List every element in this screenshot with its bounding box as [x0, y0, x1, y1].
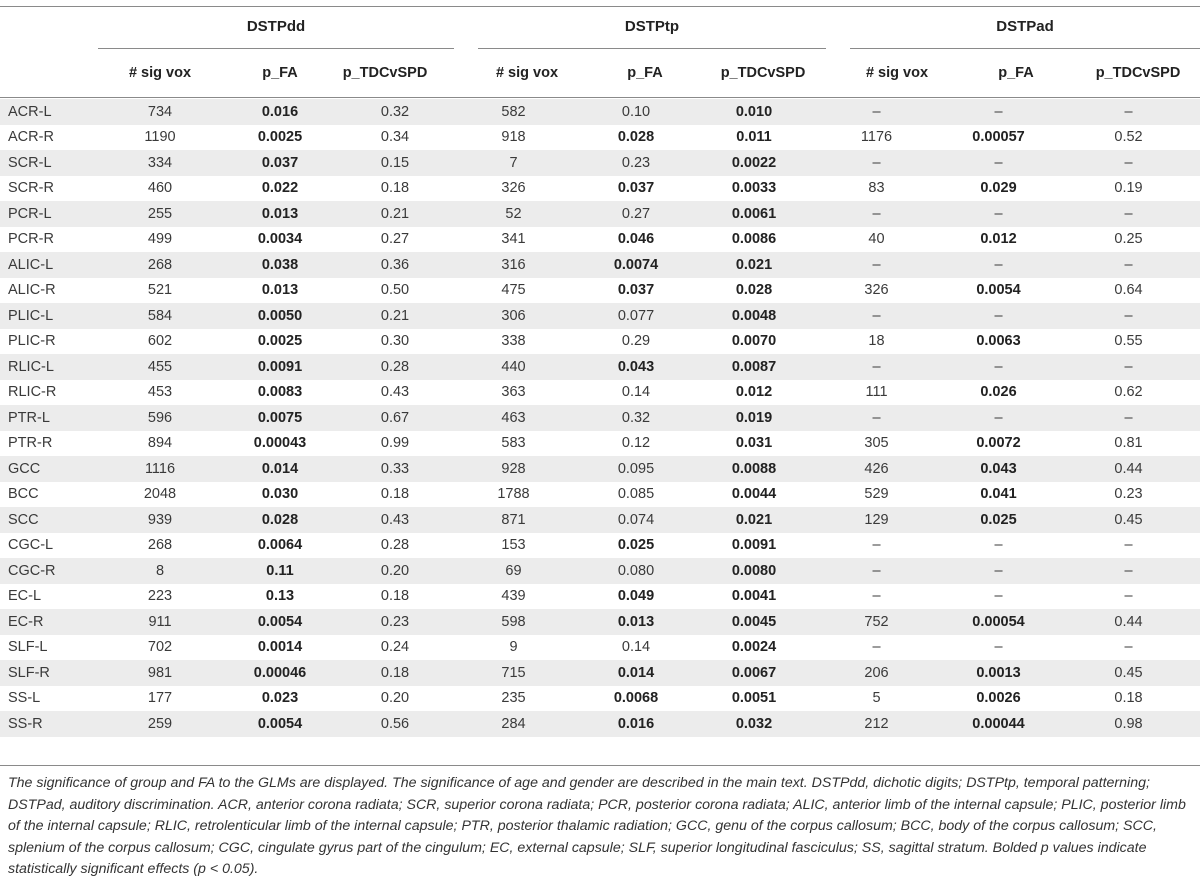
column-header: p_TDCvSPD: [1095, 65, 1181, 81]
table-cell: –: [813, 533, 940, 559]
table-cell: –: [1057, 99, 1200, 125]
table-cell: 0.0013: [940, 660, 1057, 686]
table-cell: 40: [813, 227, 940, 253]
group-title-dstpad: DSTPad: [996, 18, 1054, 35]
table-cell: 0.030: [220, 482, 340, 508]
table-cell: 598: [450, 609, 577, 635]
table-cell: –: [1057, 635, 1200, 661]
column-header: p_TDCvSPD: [342, 65, 428, 81]
table-cell: 584: [100, 303, 220, 329]
table-cell: 521: [100, 278, 220, 304]
table-cell: 939: [100, 507, 220, 533]
table-cell: 0.20: [340, 558, 450, 584]
table-cell: 235: [450, 686, 577, 712]
table-cell: 0.33: [340, 456, 450, 482]
table-cell: 0.18: [340, 584, 450, 610]
table-row: [0, 558, 1200, 584]
table-cell: 0.62: [1057, 380, 1200, 406]
table-cell: 529: [813, 482, 940, 508]
table-row: [0, 125, 1200, 151]
table-cell: 0.021: [695, 507, 813, 533]
table-cell: 0.14: [577, 380, 695, 406]
row-label: SS-L: [0, 686, 100, 712]
table-cell: 0.28: [340, 533, 450, 559]
row-label: ALIC-R: [0, 278, 100, 304]
table-cell: 316: [450, 252, 577, 278]
table-cell: 0.18: [340, 660, 450, 686]
table-cell: 326: [813, 278, 940, 304]
table-cell: –: [813, 558, 940, 584]
table-cell: 453: [100, 380, 220, 406]
table-cell: 0.11: [220, 558, 340, 584]
table-cell: 499: [100, 227, 220, 253]
table-cell: –: [813, 252, 940, 278]
table-cell: 0.00046: [220, 660, 340, 686]
table-cell: 212: [813, 711, 940, 737]
table-cell: 0.0045: [695, 609, 813, 635]
table-cell: –: [940, 303, 1057, 329]
table-cell: –: [813, 584, 940, 610]
table-cell: 0.27: [577, 201, 695, 227]
table-cell: 0.029: [940, 176, 1057, 202]
table-cell: 0.0091: [220, 354, 340, 380]
table-cell: 9: [450, 635, 577, 661]
table-row: [0, 227, 1200, 253]
column-header: p_FA: [262, 65, 298, 81]
table-cell: 0.0086: [695, 227, 813, 253]
table-cell: 0.29: [577, 329, 695, 355]
table-cell: 0.34: [340, 125, 450, 151]
table-cell: 0.10: [577, 99, 695, 125]
table-caption: The significance of group and FA to the GLMs are displayed. The significance of age and gender are described in the main text. DSTPdd, dichotic digits; DSTPtp, temporal patterning; DSTPad, auditory discrimination. ACR, anterior corona radiata; SCR, superior corona radiata; PCR, posterior corona radiata; ALIC, anterior limb of the internal capsule; PLIC, posterior limb of the internal capsule; RLIC, retrolenticular limb of the internal capsule; PTR, posterior thalamic radiation; GCC, genu of the corpus callosum; BCC, body of the corpus callosum; SCC, splenium of the corpus callosum; CGC, cingulate gyrus part of the cingulum; EC, external capsule; SLF, superior longitudinal fasciculus; SS, sagittal stratum. Bolded p values indicate statistically significant effects (p < 0.05).: [8, 775, 1186, 877]
table-cell: 0.98: [1057, 711, 1200, 737]
table-cell: 341: [450, 227, 577, 253]
table-cell: 0.074: [577, 507, 695, 533]
table-cell: 426: [813, 456, 940, 482]
table-cell: 129: [813, 507, 940, 533]
table-row: [0, 278, 1200, 304]
table-cell: 0.25: [1057, 227, 1200, 253]
table-cell: 0.025: [940, 507, 1057, 533]
row-label: ACR-L: [0, 99, 100, 125]
table-cell: 0.30: [340, 329, 450, 355]
table-cell: 0.28: [340, 354, 450, 380]
table-cell: –: [813, 405, 940, 431]
row-label: SLF-L: [0, 635, 100, 661]
table-cell: 0.043: [940, 456, 1057, 482]
table-cell: 0.0024: [695, 635, 813, 661]
table-cell: 0.0014: [220, 635, 340, 661]
column-header: # sig vox: [128, 65, 192, 81]
table-cell: 0.0033: [695, 176, 813, 202]
table-row: [0, 711, 1200, 737]
table-cell: 0.0072: [940, 431, 1057, 457]
table-cell: –: [1057, 303, 1200, 329]
group-underline-dstpad: [850, 48, 1200, 49]
table-cell: 0.32: [340, 99, 450, 125]
table-cell: 0.0075: [220, 405, 340, 431]
bottom-rule: [0, 765, 1200, 766]
row-label: PTR-L: [0, 405, 100, 431]
table-cell: 326: [450, 176, 577, 202]
table-cell: –: [813, 635, 940, 661]
column-header: p_FA: [627, 65, 663, 81]
table-cell: 911: [100, 609, 220, 635]
table-cell: 0.012: [940, 227, 1057, 253]
table-cell: 0.0041: [695, 584, 813, 610]
row-label: RLIC-L: [0, 354, 100, 380]
table-row: [0, 431, 1200, 457]
table-row: [0, 150, 1200, 176]
table-cell: 715: [450, 660, 577, 686]
table-row: [0, 99, 1200, 125]
table-cell: 268: [100, 252, 220, 278]
table-cell: 0.014: [220, 456, 340, 482]
table-cell: 177: [100, 686, 220, 712]
table-cell: 69: [450, 558, 577, 584]
table-cell: 0.043: [577, 354, 695, 380]
table-cell: –: [940, 99, 1057, 125]
table-cell: 0.27: [340, 227, 450, 253]
table-cell: 583: [450, 431, 577, 457]
row-label: GCC: [0, 456, 100, 482]
row-label: SCR-R: [0, 176, 100, 202]
table-row: [0, 201, 1200, 227]
row-label: SS-R: [0, 711, 100, 737]
table-cell: 0.011: [695, 125, 813, 151]
table-cell: 363: [450, 380, 577, 406]
table-cell: 0.0068: [577, 686, 695, 712]
table-cell: 918: [450, 125, 577, 151]
table-cell: 582: [450, 99, 577, 125]
column-header: # sig vox: [865, 65, 929, 81]
table-cell: 0.0080: [695, 558, 813, 584]
table-cell: 0.049: [577, 584, 695, 610]
table-row: [0, 456, 1200, 482]
table-cell: 0.15: [340, 150, 450, 176]
table-cell: 0.038: [220, 252, 340, 278]
table-cell: 0.21: [340, 201, 450, 227]
table-cell: 0.028: [577, 125, 695, 151]
table-cell: 0.52: [1057, 125, 1200, 151]
table-cell: 0.0091: [695, 533, 813, 559]
table-cell: 0.00044: [940, 711, 1057, 737]
group-underline-dstptp: [478, 48, 826, 49]
table-row: [0, 329, 1200, 355]
table-cell: –: [940, 201, 1057, 227]
table-cell: 0.24: [340, 635, 450, 661]
table-cell: 0.23: [1057, 482, 1200, 508]
table-cell: 0.0048: [695, 303, 813, 329]
table-cell: –: [940, 635, 1057, 661]
table-row: [0, 686, 1200, 712]
table-cell: 0.026: [940, 380, 1057, 406]
table-cell: 7: [450, 150, 577, 176]
table-cell: 0.046: [577, 227, 695, 253]
table-cell: 338: [450, 329, 577, 355]
table-cell: 1176: [813, 125, 940, 151]
table-cell: 2048: [100, 482, 220, 508]
table-cell: 334: [100, 150, 220, 176]
table-row: [0, 252, 1200, 278]
table-cell: 268: [100, 533, 220, 559]
table-cell: 460: [100, 176, 220, 202]
table-cell: 0.022: [220, 176, 340, 202]
table-cell: 0.0025: [220, 125, 340, 151]
table-cell: 0.085: [577, 482, 695, 508]
table-cell: 1116: [100, 456, 220, 482]
row-label: PLIC-L: [0, 303, 100, 329]
table-cell: –: [940, 584, 1057, 610]
table-cell: 0.028: [220, 507, 340, 533]
table-cell: 0.18: [340, 176, 450, 202]
table-cell: 0.031: [695, 431, 813, 457]
table-cell: 0.023: [220, 686, 340, 712]
table-cell: –: [1057, 354, 1200, 380]
row-label: PTR-R: [0, 431, 100, 457]
table-cell: 0.55: [1057, 329, 1200, 355]
table-cell: 0.0070: [695, 329, 813, 355]
table-cell: 223: [100, 584, 220, 610]
table-cell: 0.019: [695, 405, 813, 431]
table-row: [0, 354, 1200, 380]
table-cell: 255: [100, 201, 220, 227]
table-cell: 0.021: [695, 252, 813, 278]
table-cell: 0.0088: [695, 456, 813, 482]
table-cell: 153: [450, 533, 577, 559]
table-cell: 1190: [100, 125, 220, 151]
table-cell: 0.0034: [220, 227, 340, 253]
column-header: p_TDCvSPD: [720, 65, 806, 81]
table-cell: 0.21: [340, 303, 450, 329]
table-row: [0, 303, 1200, 329]
table-cell: 0.32: [577, 405, 695, 431]
table-cell: 0.0026: [940, 686, 1057, 712]
table-cell: –: [1057, 150, 1200, 176]
table-row: [0, 380, 1200, 406]
table-cell: 0.20: [340, 686, 450, 712]
table-cell: 0.0050: [220, 303, 340, 329]
table-row: [0, 405, 1200, 431]
table-cell: –: [940, 533, 1057, 559]
table-cell: 0.0087: [695, 354, 813, 380]
table-cell: 0.025: [577, 533, 695, 559]
group-title-dstptp: DSTPtp: [624, 18, 680, 35]
table-row: [0, 176, 1200, 202]
row-label: SCC: [0, 507, 100, 533]
table-cell: 0.12: [577, 431, 695, 457]
table-row: [0, 660, 1200, 686]
table-cell: 463: [450, 405, 577, 431]
table-row: [0, 507, 1200, 533]
table-cell: 0.43: [340, 380, 450, 406]
table-cell: 0.64: [1057, 278, 1200, 304]
table-cell: 0.0083: [220, 380, 340, 406]
row-label: SCR-L: [0, 150, 100, 176]
table-cell: 0.99: [340, 431, 450, 457]
table-cell: 871: [450, 507, 577, 533]
table-row: [0, 635, 1200, 661]
table-cell: 0.23: [340, 609, 450, 635]
table-cell: 0.44: [1057, 609, 1200, 635]
row-label: PCR-L: [0, 201, 100, 227]
group-underline-dstpdd: [98, 48, 454, 49]
table-cell: –: [813, 354, 940, 380]
table-cell: 894: [100, 431, 220, 457]
table-cell: 206: [813, 660, 940, 686]
table-cell: 0.032: [695, 711, 813, 737]
table-cell: 0.0054: [220, 711, 340, 737]
row-label: PLIC-R: [0, 329, 100, 355]
table-cell: 0.45: [1057, 507, 1200, 533]
row-label: CGC-R: [0, 558, 100, 584]
table-cell: 0.19: [1057, 176, 1200, 202]
row-label: EC-R: [0, 609, 100, 635]
table-row: [0, 533, 1200, 559]
table-row: [0, 609, 1200, 635]
column-header: # sig vox: [495, 65, 559, 81]
table-cell: 0.0025: [220, 329, 340, 355]
table-cell: 0.0063: [940, 329, 1057, 355]
table-cell: 284: [450, 711, 577, 737]
table-cell: 0.0061: [695, 201, 813, 227]
table-cell: 702: [100, 635, 220, 661]
table-cell: –: [813, 99, 940, 125]
table-cell: 0.0064: [220, 533, 340, 559]
table-cell: –: [1057, 405, 1200, 431]
table-cell: –: [1057, 201, 1200, 227]
table-cell: –: [813, 150, 940, 176]
table-cell: 0.0074: [577, 252, 695, 278]
table-cell: 0.45: [1057, 660, 1200, 686]
table-cell: 0.00054: [940, 609, 1057, 635]
row-label: SLF-R: [0, 660, 100, 686]
table-cell: 928: [450, 456, 577, 482]
group-title-dstpdd: DSTPdd: [246, 18, 306, 35]
table-cell: 259: [100, 711, 220, 737]
table-cell: 0.013: [220, 201, 340, 227]
table-cell: 306: [450, 303, 577, 329]
table-cell: 83: [813, 176, 940, 202]
table-cell: 0.56: [340, 711, 450, 737]
table-cell: 0.0051: [695, 686, 813, 712]
table-cell: 0.13: [220, 584, 340, 610]
table-cell: 0.016: [220, 99, 340, 125]
table-cell: –: [940, 150, 1057, 176]
table-cell: 0.0054: [220, 609, 340, 635]
table-cell: 596: [100, 405, 220, 431]
table-cell: –: [940, 354, 1057, 380]
table-cell: 0.013: [577, 609, 695, 635]
table-cell: 0.010: [695, 99, 813, 125]
table-cell: 455: [100, 354, 220, 380]
row-label: CGC-L: [0, 533, 100, 559]
table-cell: 0.080: [577, 558, 695, 584]
row-label: PCR-R: [0, 227, 100, 253]
table-cell: –: [1057, 584, 1200, 610]
table-row: [0, 584, 1200, 610]
table-cell: 0.095: [577, 456, 695, 482]
table-cell: 0.43: [340, 507, 450, 533]
table-cell: 0.18: [1057, 686, 1200, 712]
table-cell: 0.041: [940, 482, 1057, 508]
row-label: ALIC-L: [0, 252, 100, 278]
table-cell: 0.037: [577, 176, 695, 202]
table-cell: 0.012: [695, 380, 813, 406]
table-cell: 734: [100, 99, 220, 125]
table-cell: 111: [813, 380, 940, 406]
table-cell: 0.00043: [220, 431, 340, 457]
top-rule: [0, 6, 1200, 7]
table-cell: 0.028: [695, 278, 813, 304]
table-cell: 0.014: [577, 660, 695, 686]
table-cell: 8: [100, 558, 220, 584]
table-cell: 0.0044: [695, 482, 813, 508]
column-header: p_FA: [998, 65, 1034, 81]
table-cell: 18: [813, 329, 940, 355]
row-label: BCC: [0, 482, 100, 508]
table-cell: 439: [450, 584, 577, 610]
table-cell: 981: [100, 660, 220, 686]
table-cell: 52: [450, 201, 577, 227]
table-cell: 0.00057: [940, 125, 1057, 151]
table-cell: 0.18: [340, 482, 450, 508]
table-cell: 0.36: [340, 252, 450, 278]
table-cell: –: [940, 558, 1057, 584]
table-cell: 0.23: [577, 150, 695, 176]
row-label: EC-L: [0, 584, 100, 610]
table-cell: 602: [100, 329, 220, 355]
table-cell: 0.0022: [695, 150, 813, 176]
table-cell: –: [1057, 533, 1200, 559]
header-rule: [0, 97, 1200, 98]
table-cell: 0.44: [1057, 456, 1200, 482]
table-cell: 0.037: [220, 150, 340, 176]
table-cell: 0.013: [220, 278, 340, 304]
table-cell: 0.0067: [695, 660, 813, 686]
table-cell: –: [1057, 558, 1200, 584]
table-cell: 0.14: [577, 635, 695, 661]
table-cell: –: [1057, 252, 1200, 278]
row-label: RLIC-R: [0, 380, 100, 406]
table-cell: –: [940, 252, 1057, 278]
table-cell: 440: [450, 354, 577, 380]
row-label: ACR-R: [0, 125, 100, 151]
table-cell: 752: [813, 609, 940, 635]
table-cell: 305: [813, 431, 940, 457]
table-cell: 0.50: [340, 278, 450, 304]
table-cell: 0.67: [340, 405, 450, 431]
table-cell: 0.077: [577, 303, 695, 329]
table-cell: 0.016: [577, 711, 695, 737]
table-cell: 0.0054: [940, 278, 1057, 304]
table-row: [0, 482, 1200, 508]
table-cell: 0.037: [577, 278, 695, 304]
table-cell: –: [813, 201, 940, 227]
table-cell: 1788: [450, 482, 577, 508]
table-cell: 0.81: [1057, 431, 1200, 457]
table-cell: –: [940, 405, 1057, 431]
table-cell: 5: [813, 686, 940, 712]
data-table: [0, 99, 1200, 737]
table-cell: 475: [450, 278, 577, 304]
table-cell: –: [813, 303, 940, 329]
